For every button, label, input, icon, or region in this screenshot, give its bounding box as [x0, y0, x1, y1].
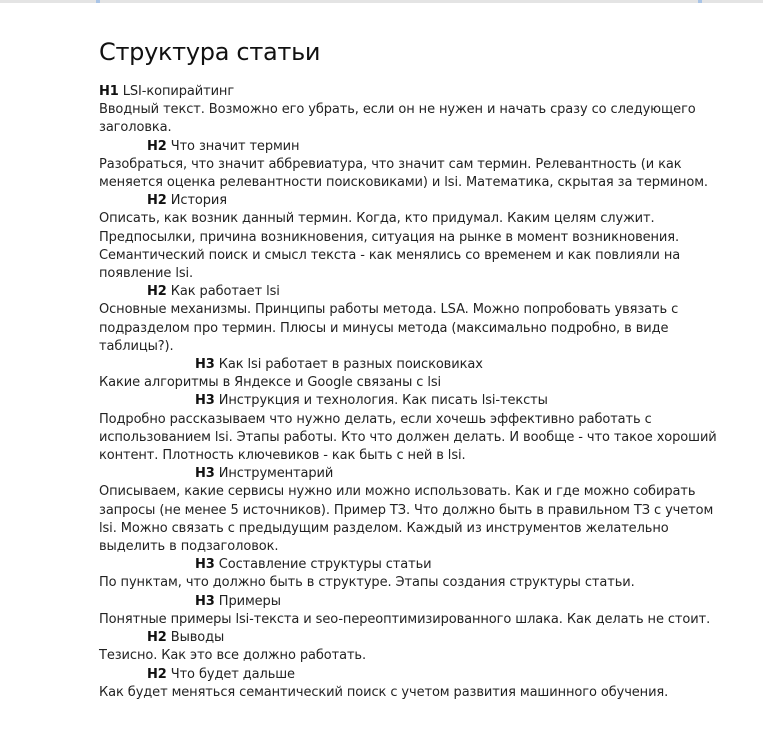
top-border [0, 0, 763, 3]
heading-h1[interactable] [99, 83, 719, 101]
heading-level-tag: H3 [195, 466, 215, 482]
section-description[interactable]: По пунктам, что должно быть в структуре. Этапы создания структуры статьи. [99, 575, 635, 591]
heading-text: Выводы [166, 630, 225, 646]
section-description[interactable]: Какие алгоритмы в Яндексе и Google связаны с lsi [99, 375, 442, 391]
heading-text: Примеры [214, 593, 281, 609]
heading-text: Как работает lsi [166, 284, 280, 300]
heading-h2[interactable] [99, 192, 719, 210]
heading-level-tag: H3 [195, 357, 215, 373]
heading-text: История [166, 193, 227, 209]
heading-h3[interactable] [99, 593, 719, 611]
section-description[interactable]: Описать, как возник данный термин. Когда, кто придумал. Каким целям служит. Предпосылки, причина возникновения, ситуация на рынке в момент возникновения. Семантический поиск и смысл текста - как менялись со временем и как повлияли на появление lsi. [99, 211, 681, 282]
section-description[interactable]: Подробно рассказываем что нужно делать, если хочешь эффективно работать с использованием lsi. Этапы работы. Кто что должен делать. И вообще - что такое хороший контент. Плотность ключевиков - как быть с ней в lsi. [99, 411, 717, 464]
section-description[interactable]: Описываем, какие сервисы нужно или можно использовать. Как и где можно собирать запросы (не менее 5 источников). Пример ТЗ. Что должно быть в правильном ТЗ с учетом lsi. Можно связать с предыдущим разделом. Каждый из инструментов желательно выделить в подзаголовок. [99, 484, 714, 555]
heading-h3[interactable] [99, 556, 719, 574]
heading-text: Составление структуры статьи [214, 557, 432, 573]
section-description[interactable]: Как будет меняться семантический поиск с учетом развития машинного обучения. [99, 684, 669, 700]
heading-text: Инструментарий [214, 466, 334, 482]
heading-text: Что будет дальше [166, 666, 295, 682]
heading-level-tag: H3 [195, 593, 215, 609]
heading-level-tag: H2 [147, 666, 167, 682]
heading-h3[interactable] [99, 465, 719, 483]
heading-level-tag: H3 [195, 557, 215, 573]
heading-level-tag: H1 [99, 84, 119, 99]
right-margin-marker[interactable] [698, 0, 702, 3]
article-outline [99, 83, 719, 702]
heading-h3[interactable] [99, 392, 719, 410]
heading-h3[interactable] [99, 356, 719, 374]
heading-text: LSI-копирайтинг [118, 84, 235, 99]
section-description[interactable]: Тезисно. Как это все должно работать. [99, 648, 367, 664]
heading-h2[interactable] [99, 629, 719, 647]
heading-h2[interactable] [99, 283, 719, 301]
heading-text: Что значит термин [166, 138, 300, 154]
heading-h2[interactable] [99, 138, 719, 156]
left-margin-marker[interactable] [96, 0, 100, 3]
heading-text: Как lsi работает в разных поисковиках [214, 357, 483, 373]
heading-level-tag: H2 [147, 630, 167, 646]
heading-text: Инструкция и технология. Как писать lsi-тексты [214, 393, 548, 409]
heading-h2[interactable] [99, 666, 719, 684]
section-description[interactable]: Разобраться, что значит аббревиатура, что значит сам термин. Релевантность (и как меняется оценка релевантности поисковиками) и lsi. Математика, скрытая за термином. [99, 156, 708, 191]
section-description[interactable]: Понятные примеры lsi-текста и seo-переоптимизированного шлака. Как делать не стоит. [99, 611, 711, 627]
document-title[interactable]: Структура статьи [99, 38, 321, 66]
heading-level-tag: H3 [195, 393, 215, 409]
section-description[interactable]: Вводный текст. Возможно его убрать, если он не нужен и начать сразу со следующего заголовка. [99, 102, 696, 136]
document-page[interactable] [99, 36, 719, 702]
heading-level-tag: H2 [147, 284, 167, 300]
heading-level-tag: H2 [147, 138, 167, 154]
section-description[interactable]: Основные механизмы. Принципы работы метода. LSA. Можно попробовать увязать с подразделом про термин. Плюсы и минусы метода (максимально подробно, в виде таблицы?). [99, 302, 679, 354]
heading-level-tag: H2 [147, 193, 167, 209]
